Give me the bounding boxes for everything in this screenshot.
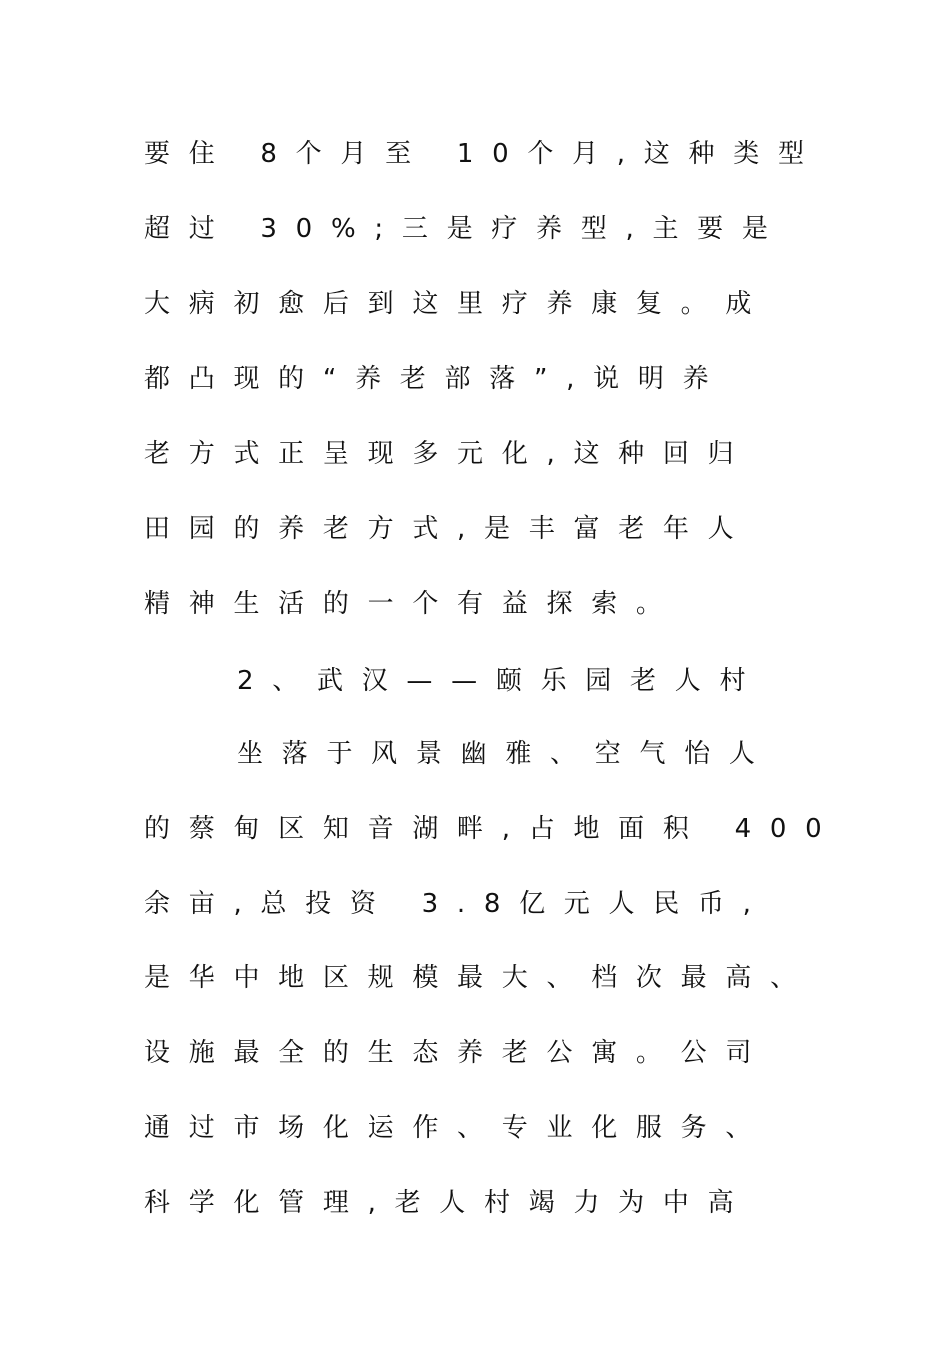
text-line: 都凸现的“养老部落”,说明养 — [144, 364, 728, 394]
text-line: 老方式正呈现多元化,这种回归 — [144, 439, 753, 469]
text-line: 精神生活的一个有益探索。 — [144, 589, 681, 619]
text-line: 田园的养老方式,是丰富老年人 — [144, 514, 753, 544]
text-line: 余亩,总投资 3.8亿元人民币, — [144, 889, 770, 919]
text-line: 是华中地区规模最大、档次最高、 — [144, 963, 815, 993]
text-line: 超过 30%;三是疗养型,主要是 — [144, 214, 787, 244]
paragraph-first-line: 坐落于风景幽雅、空气怡人 — [237, 739, 774, 769]
text-line: 大病初愈后到这里疗养康复。成 — [144, 289, 771, 319]
text-line: 设施最全的生态养老公寓。公司 — [144, 1038, 771, 1068]
section-heading: 2、武汉——颐乐园老人村 — [237, 666, 765, 696]
text-line: 科学化管理,老人村竭力为中高 — [144, 1188, 753, 1218]
text-line: 要住 8个月至 10个月,这种类型 — [144, 139, 823, 169]
text-line: 的蔡甸区知音湖畔,占地面积 400 — [144, 814, 841, 844]
text-line: 通过市场化运作、专业化服务、 — [144, 1113, 771, 1143]
